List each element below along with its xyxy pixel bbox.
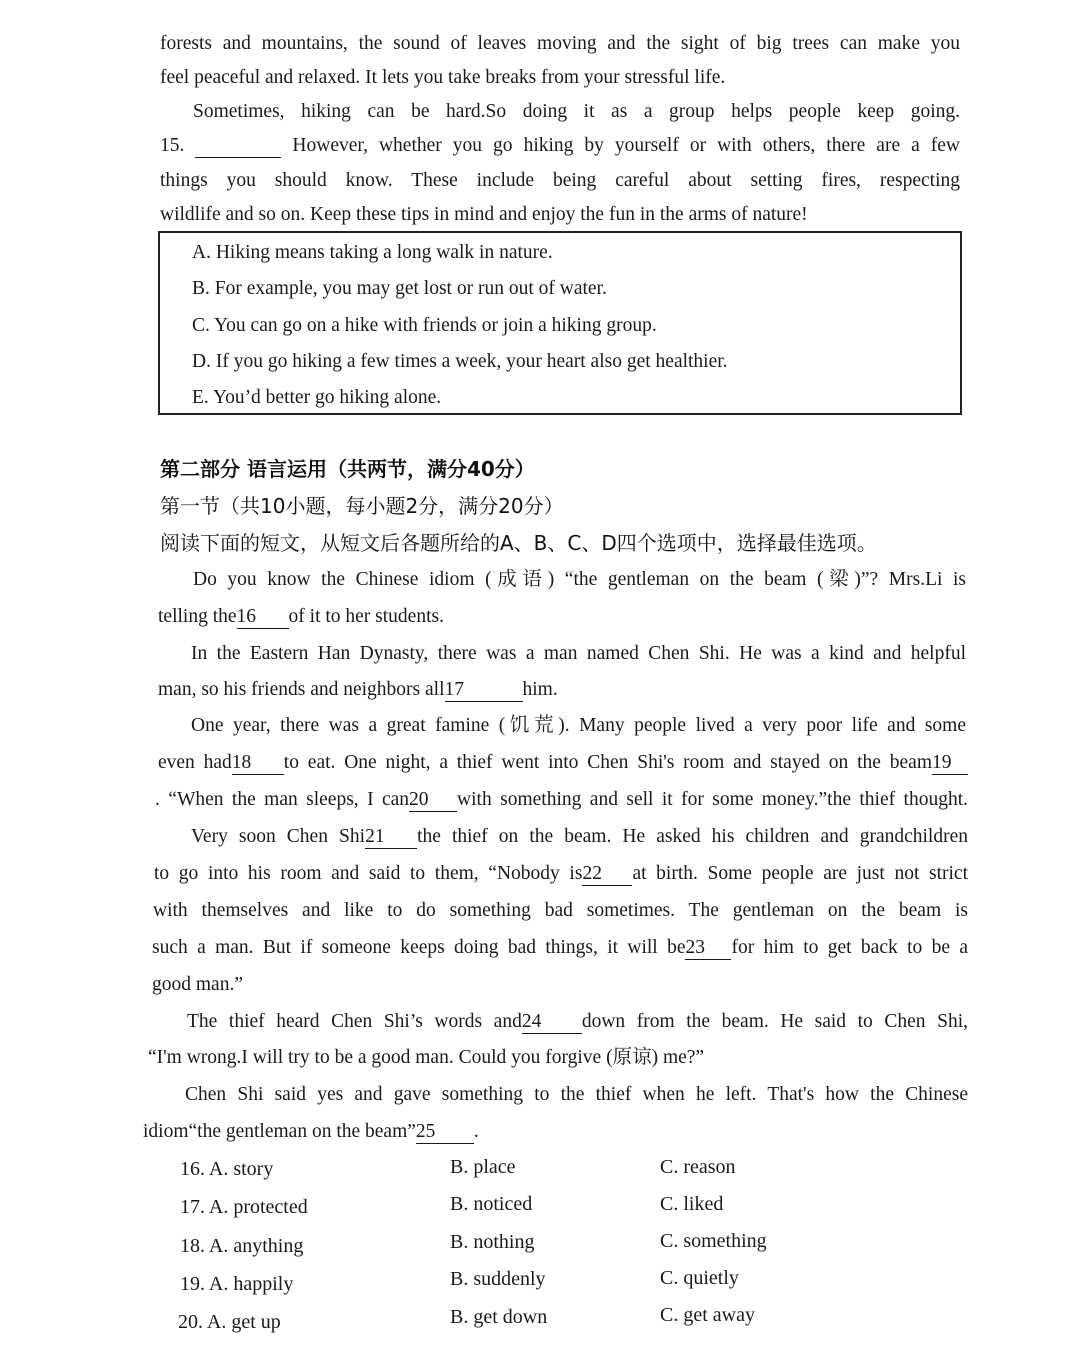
passage-line: things you should know. These include being careful about setting fires, respecting <box>160 170 960 191</box>
cloze-text: Very soon Chen Shi <box>191 826 366 847</box>
cloze-line <box>187 1004 968 1039</box>
cloze-line <box>154 856 968 891</box>
cloze-line <box>143 1114 968 1149</box>
cloze-line: with themselves and like to do something bad sometimes. The gentleman on the beam is <box>153 900 968 921</box>
passage-line: Sometimes, hiking can be hard.So doing it as a group helps people keep going. <box>193 101 960 122</box>
cloze-text: such a man. But if someone keeps doing bad things, it will be <box>152 937 686 958</box>
question-17-option-a: 17. A. protected <box>180 1196 308 1218</box>
cloze-text: to go into his room and said to them, “Nobody is <box>154 863 583 884</box>
cloze-text: of it to her students. <box>288 606 444 627</box>
cloze-text: . <box>473 1121 479 1142</box>
section-instruction: 阅读下面的短文，从短文后各题所给的A、B、C、D四个选项中，选择最佳选项。 <box>160 531 877 555</box>
passage-text: However, whether you go hiking by yourself or with others, there are a few <box>292 135 961 156</box>
passage-line-q15 <box>160 128 960 163</box>
answer-blank-21: 21 <box>365 826 417 849</box>
cloze-line <box>191 819 968 854</box>
question-17-option-c: C. liked <box>660 1193 724 1215</box>
cloze-line: Do you know the Chinese idiom (成语) “the gentleman on the beam (梁)”? Mrs.Li is <box>193 569 966 590</box>
cloze-text: . “When the man sleeps, I can <box>155 789 410 810</box>
question-17-option-b: B. noticed <box>450 1193 533 1215</box>
question-20-option-a: 20. A. get up <box>178 1311 281 1333</box>
cloze-text: at birth. Some people are just not strict <box>632 863 969 884</box>
option-d: D. If you go hiking a few times a week, your heart also get healthier. <box>192 351 728 372</box>
question-20-option-c: C. get away <box>660 1304 755 1326</box>
answer-blank-19: 19 <box>932 752 968 775</box>
question-16-option-b: B. place <box>450 1156 516 1178</box>
question-19-option-b: B. suddenly <box>450 1268 546 1290</box>
option-b: B. For example, you may get lost or run out of water. <box>192 278 607 299</box>
option-a: A. Hiking means taking a long walk in nature. <box>192 242 553 263</box>
cloze-text: him. <box>522 679 558 700</box>
cloze-line <box>158 599 966 634</box>
cloze-line: One year, there was a great famine (饥荒). Many people lived a very poor life and some <box>191 715 966 736</box>
options-box <box>158 231 962 415</box>
cloze-line <box>155 782 968 817</box>
question-19-option-a: 19. A. happily <box>180 1273 294 1295</box>
answer-blank-25: 25 <box>416 1121 474 1144</box>
question-16-option-a: 16. A. story <box>180 1158 274 1180</box>
answer-blank-18: 18 <box>232 752 284 775</box>
passage-line: forests and mountains, the sound of leaves moving and the sight of big trees can make you <box>160 33 960 54</box>
passage-line: feel peaceful and relaxed. It lets you take breaks from your stressful life. <box>160 67 726 88</box>
option-e: E. You’d better go hiking alone. <box>192 387 442 408</box>
cloze-text: The thief heard Chen Shi’s words and <box>187 1011 522 1032</box>
option-c: C. You can go on a hike with friends or join a hiking group. <box>192 315 657 336</box>
question-number: 15. <box>160 135 185 156</box>
cloze-text: for him to get back to be a <box>731 937 968 958</box>
question-20-option-b: B. get down <box>450 1306 548 1328</box>
answer-blank-15 <box>195 135 281 158</box>
cloze-text: idiom“the gentleman on the beam” <box>143 1121 416 1142</box>
question-18-option-c: C. something <box>660 1230 767 1252</box>
cloze-text: the thief on the beam. He asked his children and grandchildren <box>417 826 968 847</box>
passage-line: wildlife and so on. Keep these tips in mind and enjoy the fun in the arms of nature! <box>160 204 808 225</box>
question-18-option-b: B. nothing <box>450 1231 535 1253</box>
answer-blank-23: 23 <box>685 937 731 960</box>
part-title: 第二部分 语言运用（共两节，满分40分） <box>160 457 535 481</box>
section-subtitle: 第一节（共10小题，每小题2分，满分20分） <box>160 494 564 518</box>
cloze-line <box>152 930 968 965</box>
answer-blank-24: 24 <box>522 1011 582 1034</box>
cloze-line <box>158 672 966 707</box>
answer-blank-16: 16 <box>237 606 289 629</box>
answer-blank-20: 20 <box>409 789 457 812</box>
question-18-option-a: 18. A. anything <box>180 1235 304 1257</box>
question-19-option-c: C. quietly <box>660 1267 739 1289</box>
cloze-text: man, so his friends and neighbors all <box>158 679 445 700</box>
cloze-text: down from the beam. He said to Chen Shi, <box>581 1011 969 1032</box>
question-16-option-c: C. reason <box>660 1156 736 1178</box>
cloze-line <box>158 745 968 780</box>
cloze-text: to eat. One night, a thief went into Chen Shi's room and stayed on the beam <box>283 752 932 773</box>
cloze-text: even had <box>158 752 232 773</box>
cloze-line: “I'm wrong.I will try to be a good man. Could you forgive (原谅) me?” <box>148 1047 705 1068</box>
answer-blank-17: 17 <box>445 679 523 702</box>
cloze-text: telling the <box>158 606 237 627</box>
cloze-line: good man.” <box>152 974 243 995</box>
cloze-line: In the Eastern Han Dynasty, there was a man named Chen Shi. He was a kind and helpful <box>191 643 966 664</box>
answer-blank-22: 22 <box>582 863 632 886</box>
cloze-text: with something and sell it for some money.”the thief thought. <box>457 789 968 810</box>
cloze-line: Chen Shi said yes and gave something to the thief when he left. That's how the Chinese <box>185 1084 968 1105</box>
